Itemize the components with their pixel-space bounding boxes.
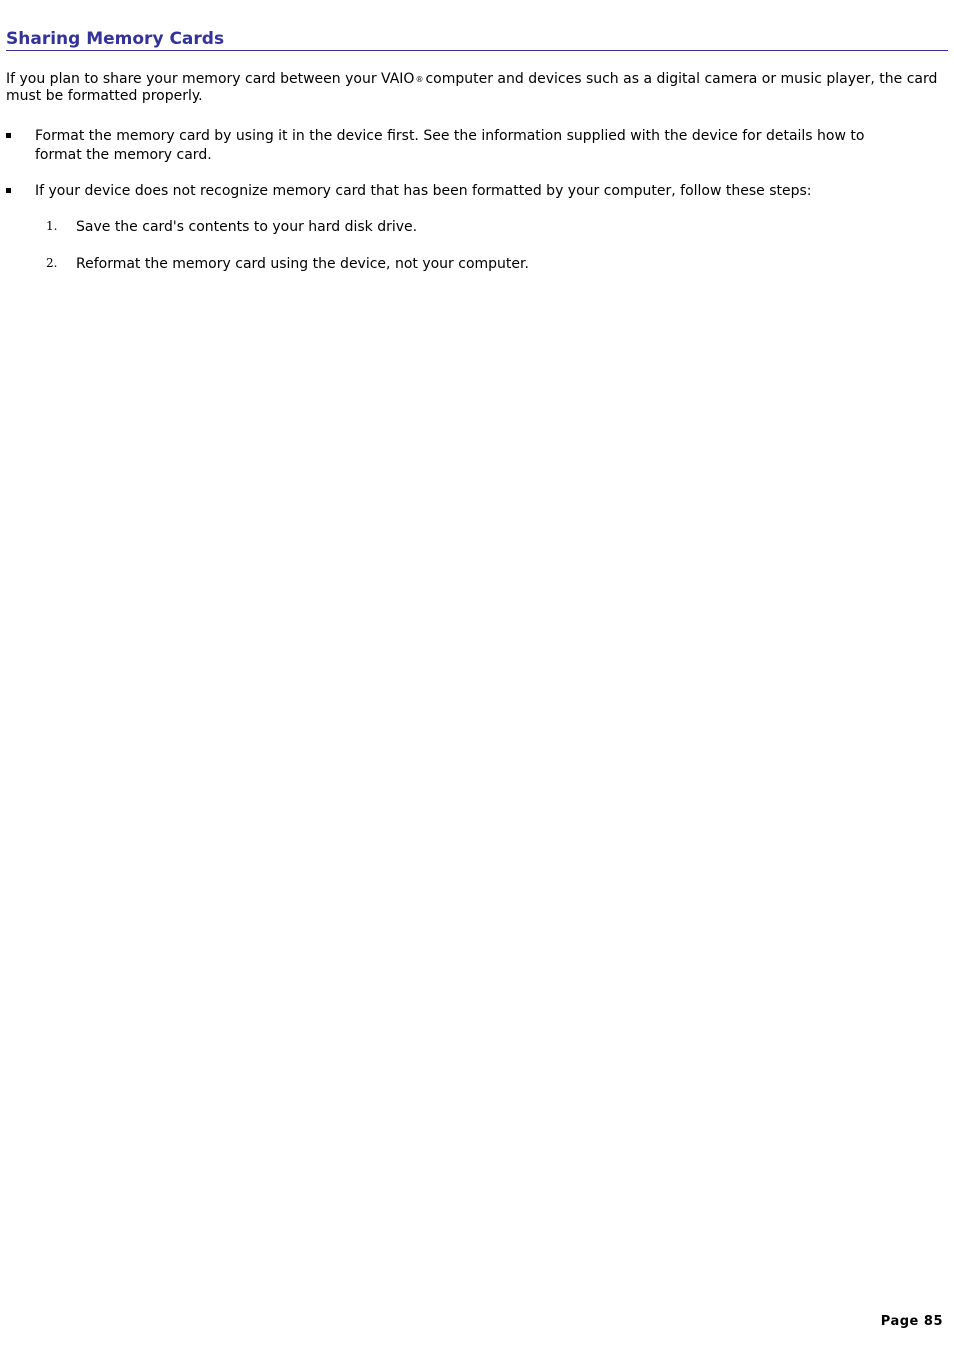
- step-number: 2.: [46, 256, 58, 270]
- bullet-text: Format the memory card by using it in the device first. See the information supplied with the device for details how to format the memory card.: [35, 128, 865, 163]
- bullet-text: If your device does not recognize memory card that has been formatted by your computer, follow these steps:: [35, 183, 812, 199]
- step-item: [46, 256, 906, 273]
- page-title: Sharing Memory Cards: [6, 29, 948, 51]
- intro-paragraph: [6, 71, 946, 105]
- step-item: [46, 219, 906, 236]
- intro-text-end: computer and devices such as a digital camera or music player, the card must be formatted properly.: [6, 71, 938, 104]
- square-bullet-icon: [6, 188, 11, 193]
- bullet-item: [6, 182, 906, 201]
- step-text: Reformat the memory card using the device, not your computer.: [76, 256, 529, 272]
- registered-mark: ®: [415, 75, 424, 84]
- bullet-item: [6, 127, 906, 165]
- step-number: 1.: [46, 219, 58, 233]
- square-bullet-icon: [6, 133, 11, 138]
- step-text: Save the card's contents to your hard disk drive.: [76, 219, 418, 235]
- intro-text-start: If you plan to share your memory card between your VAIO: [6, 71, 415, 87]
- page-number: Page 85: [880, 1314, 943, 1329]
